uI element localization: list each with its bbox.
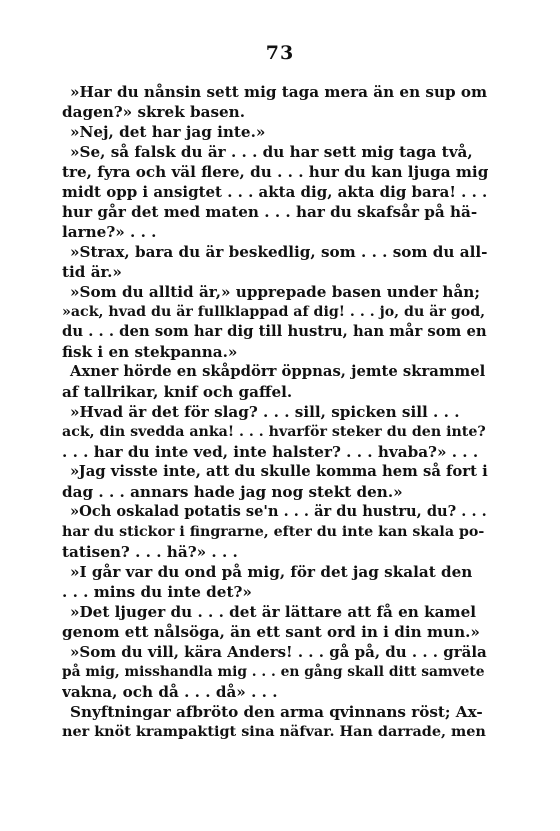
text-line: Axner hörde en skåpdörr öppnas, jemte skrammel [70, 363, 486, 380]
body-text [62, 82, 488, 742]
text-line: midt opp i ansigtet . . . akta dig, akta dig bara! . . . [62, 183, 488, 201]
text-line: »Har du nånsin sett mig taga mera än en sup om [70, 83, 488, 101]
text-line: dagen?» skrek basen. [62, 103, 246, 121]
text-line: »Det ljuger du . . . det är lättare att få en kamel [70, 603, 477, 621]
text-line: »Strax, bara du är beskedlig, som . . . som du all- [70, 243, 488, 261]
text-line: »Jag visste inte, att du skulle komma hem så fort i [70, 463, 488, 480]
text-line: dag . . . annars hade jag nog stekt den.» [62, 483, 403, 501]
text-line: tid är.» [62, 263, 122, 281]
text-line: larne?» . . . [62, 223, 157, 241]
text-line: fisk i en stekpanna.» [62, 343, 238, 361]
text-line: har du stickor i fingrarne, efter du inte kan skala po- [62, 524, 485, 540]
text-line: . . . har du inte ved, inte halster? . . . hvaba?» . . . [62, 443, 479, 461]
text-line: genom ett nålsöga, än ett sant ord in i din mun.» [62, 623, 480, 641]
text-line: »ack, hvad du är fullklappad af dig! . . . jo, du är god, [62, 304, 486, 320]
text-line: »Och oskalad potatis se'n . . . är du hustru, du? . . . [70, 503, 487, 520]
text-line: på mig, misshandla mig . . . en gång skall ditt samvete [62, 664, 485, 680]
text-line: af tallrikar, knif och gaffel. [62, 383, 293, 401]
text-line: du . . . den som har dig till hustru, han mår som en [62, 323, 487, 340]
page-number: 73 [265, 42, 295, 64]
text-line: ack, din svedda anka! . . . hvarför steker du den inte? [62, 424, 486, 440]
text-line: »Nej, det har jag inte.» [70, 123, 266, 141]
text-line: vakna, och då . . . då» . . . [62, 683, 278, 701]
text-line: »Som du vill, kära Anders! . . . gå på, du . . . gräla [70, 643, 487, 661]
text-line: hur går det med maten . . . har du skafsår på hä- [62, 203, 478, 221]
text-line: »Som du alltid är,» upprepade basen under hån; [70, 283, 480, 301]
text-line: tatisen? . . . hä?» . . . [62, 543, 238, 561]
text-line: Snyftningar afbröto den arma qvinnans röst; Ax- [70, 703, 483, 721]
text-line: »Hvad är det för slag? . . . sill, spicken sill . . . [70, 403, 460, 421]
text-line: »I går var du ond på mig, för det jag skalat den [70, 563, 473, 581]
text-line: tre, fyra och väl flere, du . . . hur du kan ljuga mig [62, 163, 488, 181]
text-line: »Se, så falsk du är . . . du har sett mig taga två, [70, 143, 473, 161]
text-line: . . . mins du inte det?» [62, 583, 252, 601]
text-line: ner knöt krampaktigt sina näfvar. Han darrade, men [62, 723, 486, 740]
